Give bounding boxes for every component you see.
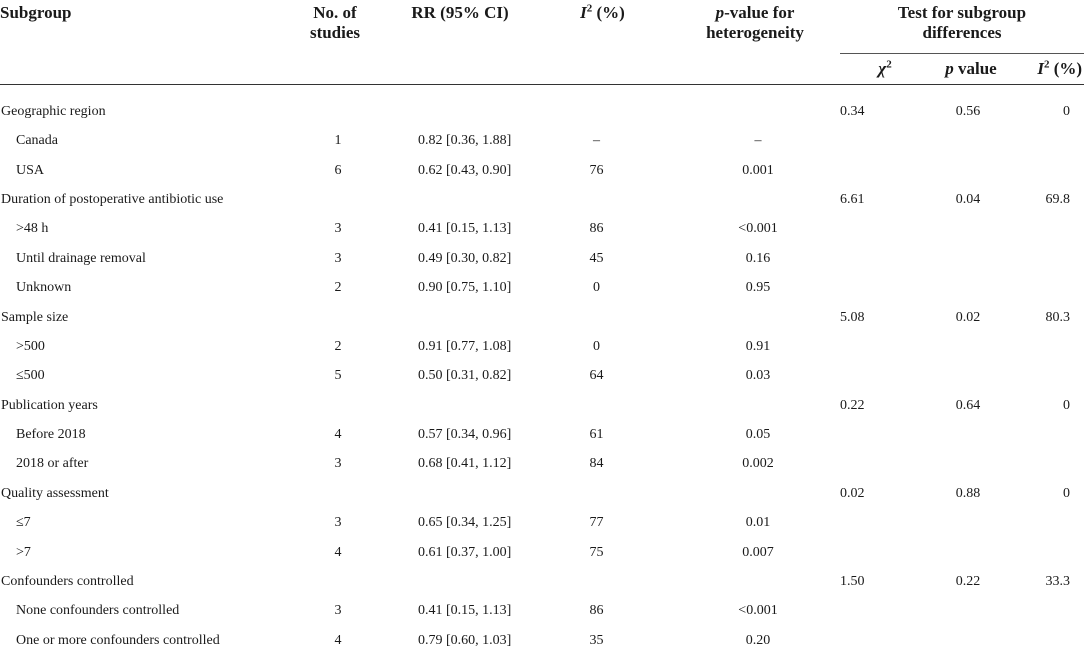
table-row — [0, 215, 1084, 244]
cell-p-value: 0.22 — [955, 574, 981, 590]
cell-i2-diff — [1012, 244, 1084, 273]
cell-i2-diff: 80.3 — [1045, 309, 1071, 325]
cell-p-value — [930, 273, 1012, 302]
cell-p-value — [930, 626, 1012, 655]
cell-i2: 0 — [593, 338, 600, 354]
cell-chi2 — [840, 597, 930, 626]
cell-rr — [385, 303, 535, 332]
cell-chi2 — [840, 215, 930, 244]
cell-i2 — [535, 479, 670, 508]
cell-p-value — [930, 127, 1012, 156]
cell-i2: – — [593, 133, 600, 149]
cell-p-heterogeneity — [670, 85, 840, 127]
subgroup-label: Until drainage removal — [16, 250, 146, 266]
group-label: Confounders controlled — [1, 574, 134, 590]
cell-p-value — [930, 156, 1012, 185]
header-i2 — [535, 0, 670, 85]
subgroup-label: >500 — [16, 338, 45, 354]
header-studies — [285, 0, 385, 85]
table-row — [0, 450, 1084, 479]
cell-i2-diff: 33.3 — [1045, 574, 1071, 590]
cell-p-heterogeneity: <0.001 — [738, 603, 778, 619]
cell-i2-diff — [1012, 215, 1084, 244]
table-row — [0, 244, 1084, 273]
subgroup-label: 2018 or after — [16, 456, 89, 472]
cell-i2-diff — [1012, 626, 1084, 655]
subgroup-label: Canada — [16, 133, 58, 149]
header-chi-symbol: χ — [878, 59, 887, 78]
cell-i2 — [535, 391, 670, 420]
cell-rr — [385, 85, 535, 127]
cell-p-value — [930, 362, 1012, 391]
cell-rr: 0.79 [0.60, 1.03] — [418, 632, 512, 648]
cell-rr: 0.50 [0.31, 0.82] — [418, 368, 512, 384]
header-p-value — [930, 54, 1012, 85]
subgroup-label: USA — [16, 162, 45, 178]
cell-studies: 4 — [334, 632, 342, 648]
group-label: Publication years — [1, 397, 98, 413]
cell-i2 — [535, 85, 670, 127]
cell-p-heterogeneity: 0.20 — [745, 632, 771, 648]
cell-studies — [285, 391, 385, 420]
cell-p-value — [930, 420, 1012, 449]
header-i2b-sup: 2 — [1043, 58, 1050, 71]
header-i2b-unit: (%) — [1049, 59, 1083, 78]
table-row — [0, 420, 1084, 449]
group-row — [0, 391, 1084, 420]
header-p-heterogeneity — [670, 0, 840, 85]
cell-i2: 84 — [589, 456, 604, 472]
cell-p-value — [930, 597, 1012, 626]
cell-chi2 — [840, 127, 930, 156]
cell-p-heterogeneity — [670, 391, 840, 420]
cell-i2-diff — [1012, 127, 1084, 156]
subgroup-label: ≤7 — [16, 515, 31, 531]
header-rr-text: RR (95% CI) — [411, 3, 509, 22]
cell-i2-diff — [1012, 420, 1084, 449]
cell-studies — [285, 479, 385, 508]
cell-rr: 0.57 [0.34, 0.96] — [418, 427, 512, 443]
subgroup-label: Unknown — [16, 280, 72, 296]
cell-i2: 61 — [589, 427, 604, 443]
cell-i2-diff — [1012, 273, 1084, 302]
cell-rr — [385, 391, 535, 420]
cell-i2 — [535, 185, 670, 214]
header-pval-rest: -value for heterogeneity — [706, 3, 804, 42]
cell-p-heterogeneity: 0.16 — [745, 250, 771, 266]
header-test-subgroup — [840, 0, 1084, 54]
table-body — [0, 85, 1084, 656]
cell-rr: 0.62 [0.43, 0.90] — [418, 162, 512, 178]
cell-i2-diff — [1012, 156, 1084, 185]
cell-studies: 3 — [334, 456, 342, 472]
cell-i2-diff: 69.8 — [1045, 191, 1071, 207]
table-row — [0, 362, 1084, 391]
cell-chi2 — [840, 509, 930, 538]
cell-p-value — [930, 332, 1012, 361]
cell-i2-diff — [1012, 450, 1084, 479]
group-row — [0, 185, 1084, 214]
cell-chi2: 0.34 — [840, 103, 865, 119]
cell-p-heterogeneity — [670, 185, 840, 214]
cell-studies: 3 — [334, 603, 342, 619]
cell-p-heterogeneity: – — [754, 133, 762, 149]
cell-studies: 4 — [334, 427, 342, 443]
cell-rr: 0.82 [0.36, 1.88] — [418, 133, 512, 149]
table-row — [0, 332, 1084, 361]
cell-p-heterogeneity: 0.007 — [742, 544, 774, 560]
subgroup-label: None confounders controlled — [16, 603, 180, 619]
cell-i2: 35 — [589, 632, 604, 648]
cell-chi2: 0.22 — [840, 397, 865, 413]
group-row — [0, 303, 1084, 332]
cell-p-value — [930, 244, 1012, 273]
cell-chi2: 6.61 — [840, 191, 865, 207]
cell-p-value — [930, 509, 1012, 538]
cell-chi2 — [840, 538, 930, 567]
cell-i2-diff: 0 — [1063, 397, 1071, 413]
cell-p-heterogeneity: 0.91 — [745, 338, 771, 354]
cell-rr: 0.41 [0.15, 1.13] — [418, 221, 512, 237]
cell-p-heterogeneity: 0.002 — [742, 456, 774, 472]
cell-rr — [385, 479, 535, 508]
group-row — [0, 479, 1084, 508]
header-i2-unit: (%) — [592, 3, 625, 22]
header-p-italic: p — [945, 59, 954, 78]
cell-p-heterogeneity — [670, 303, 840, 332]
cell-chi2 — [840, 156, 930, 185]
cell-chi2 — [840, 626, 930, 655]
cell-p-heterogeneity: 0.05 — [745, 427, 771, 443]
cell-chi2 — [840, 362, 930, 391]
header-chi2 — [840, 54, 930, 85]
cell-rr: 0.61 [0.37, 1.00] — [418, 544, 512, 560]
cell-i2-diff — [1012, 597, 1084, 626]
cell-i2 — [535, 567, 670, 596]
cell-chi2: 0.02 — [840, 485, 865, 501]
group-label: Duration of postoperative antibiotic use — [1, 191, 224, 207]
cell-i2: 75 — [589, 544, 604, 560]
header-test-text: Test for subgroup differences — [897, 3, 1027, 42]
cell-p-heterogeneity: 0.95 — [745, 280, 771, 296]
table-row — [0, 626, 1084, 655]
cell-p-value — [930, 450, 1012, 479]
header-pval-italic: p — [715, 3, 725, 22]
cell-rr — [385, 185, 535, 214]
cell-p-heterogeneity — [670, 567, 840, 596]
cell-studies — [285, 185, 385, 214]
cell-studies: 6 — [334, 162, 342, 178]
cell-p-heterogeneity: <0.001 — [738, 221, 778, 237]
cell-rr: 0.65 [0.34, 1.25] — [418, 515, 512, 531]
header-chi-sup: 2 — [886, 58, 892, 71]
header-studies-text: No. of studies — [309, 3, 361, 42]
cell-studies — [285, 85, 385, 127]
cell-studies: 3 — [334, 515, 342, 531]
cell-studies: 3 — [334, 250, 342, 266]
cell-rr: 0.91 [0.77, 1.08] — [418, 338, 512, 354]
header-subgroup — [0, 0, 285, 85]
cell-i2-diff — [1012, 538, 1084, 567]
cell-chi2: 5.08 — [840, 309, 865, 325]
table-row — [0, 273, 1084, 302]
group-label: Geographic region — [1, 103, 106, 119]
cell-p-value — [930, 538, 1012, 567]
table-row — [0, 127, 1084, 156]
cell-p-heterogeneity — [670, 479, 840, 508]
table-row — [0, 597, 1084, 626]
cell-chi2 — [840, 273, 930, 302]
cell-p-value — [930, 215, 1012, 244]
header-i2-diff — [1012, 54, 1084, 85]
cell-chi2: 1.50 — [840, 574, 865, 590]
cell-studies: 2 — [334, 280, 342, 296]
table-row — [0, 156, 1084, 185]
cell-rr: 0.49 [0.30, 0.82] — [418, 250, 512, 266]
subgroup-label: ≤500 — [16, 368, 45, 384]
cell-studies: 1 — [334, 133, 342, 149]
cell-p-heterogeneity: 0.001 — [742, 162, 774, 178]
cell-studies — [285, 567, 385, 596]
header-subgroup-text: Subgroup — [0, 3, 72, 22]
header-i2-sup: 2 — [586, 2, 593, 15]
cell-studies — [285, 303, 385, 332]
cell-p-value: 0.88 — [955, 485, 981, 501]
cell-i2: 64 — [589, 368, 604, 384]
cell-rr — [385, 567, 535, 596]
table-row — [0, 538, 1084, 567]
cell-i2: 76 — [589, 162, 604, 178]
cell-studies: 5 — [334, 368, 342, 384]
cell-rr: 0.68 [0.41, 1.12] — [418, 456, 512, 472]
cell-i2: 45 — [589, 250, 604, 266]
cell-chi2 — [840, 244, 930, 273]
cell-rr: 0.41 [0.15, 1.13] — [418, 603, 512, 619]
header-i2-symbol: I — [580, 3, 587, 22]
header-p-rest: value — [953, 59, 997, 78]
cell-studies: 2 — [334, 338, 342, 354]
cell-p-value: 0.02 — [955, 309, 981, 325]
group-label: Quality assessment — [1, 485, 109, 501]
cell-i2: 0 — [593, 280, 600, 296]
cell-p-value: 0.04 — [955, 191, 981, 207]
cell-p-heterogeneity: 0.03 — [745, 368, 771, 384]
subgroup-label: Before 2018 — [16, 427, 86, 443]
cell-i2: 77 — [589, 515, 604, 531]
cell-i2-diff: 0 — [1063, 103, 1071, 119]
cell-p-heterogeneity: 0.01 — [745, 515, 771, 531]
header-rr — [385, 0, 535, 85]
cell-chi2 — [840, 420, 930, 449]
cell-i2: 86 — [589, 221, 604, 237]
subgroup-label: >7 — [16, 544, 31, 560]
table-row — [0, 509, 1084, 538]
cell-rr: 0.90 [0.75, 1.10] — [418, 280, 512, 296]
cell-studies: 4 — [334, 544, 342, 560]
cell-studies: 3 — [334, 221, 342, 237]
cell-i2: 86 — [589, 603, 604, 619]
cell-i2 — [535, 303, 670, 332]
cell-i2-diff: 0 — [1063, 485, 1071, 501]
group-label: Sample size — [1, 309, 69, 325]
cell-i2-diff — [1012, 509, 1084, 538]
subgroup-label: >48 h — [16, 221, 49, 237]
cell-i2-diff — [1012, 332, 1084, 361]
subgroup-label: One or more confounders controlled — [16, 632, 220, 648]
cell-p-value: 0.56 — [955, 103, 981, 119]
cell-chi2 — [840, 450, 930, 479]
cell-chi2 — [840, 332, 930, 361]
cell-i2-diff — [1012, 362, 1084, 391]
table-header — [0, 0, 1084, 85]
header-i2b-symbol: I — [1037, 59, 1044, 78]
group-row — [0, 85, 1084, 127]
cell-p-value: 0.64 — [955, 397, 981, 413]
group-row — [0, 567, 1084, 596]
